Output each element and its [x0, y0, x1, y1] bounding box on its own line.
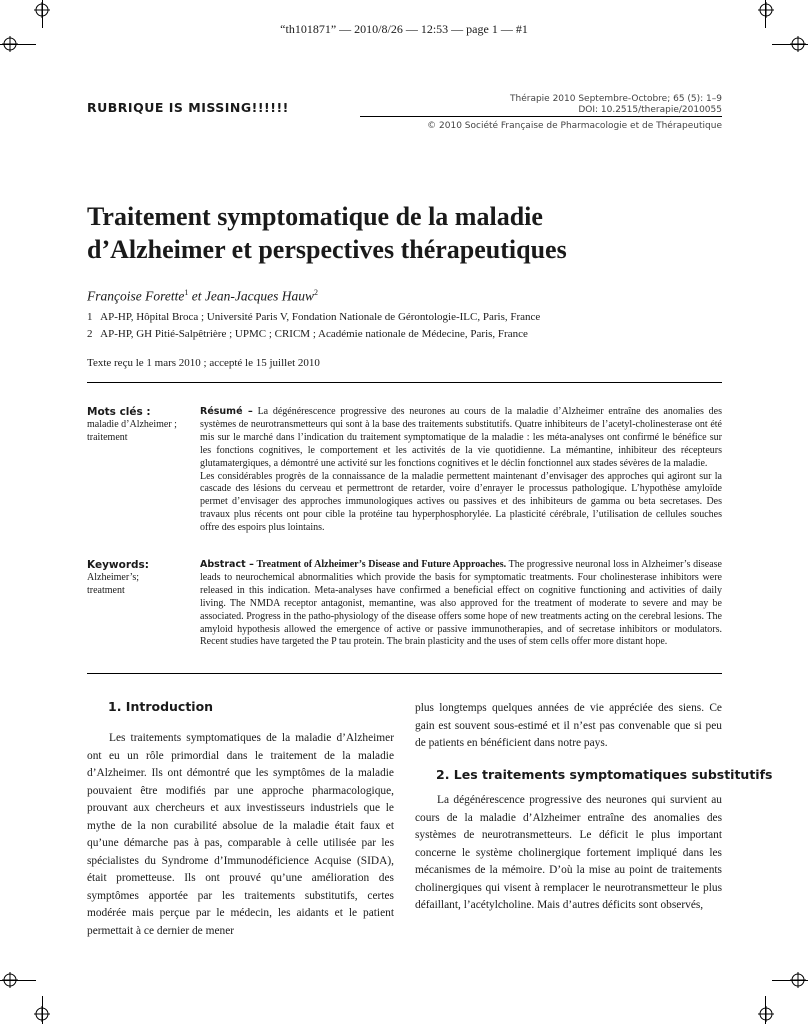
registration-mark-icon [2, 972, 18, 988]
copyright-line: © 2010 Société Française de Pharmacologie et de Thérapeutique [427, 121, 722, 131]
body-paragraph: La dégénérescence progressive des neurones qui survient au cours de la maladie d’Alzheimer entraîne des anomalies des systèmes de neurotransmetteurs. Le déficit le plus important concerne le système cholinergique fortement impliqué dans les mécanismes de la mémoire. D’où la mise au point de traitements cholinergiques qui visent à remplacer le neurotransmetteur le plus défaillant, l’acétylcholine. Mais d’autres déficits sont observés, [415, 794, 722, 911]
affiliation [87, 311, 540, 323]
keywords-fr [87, 406, 192, 444]
journal-citation: Thérapie 2010 Septembre-Octobre; 65 (5): 1–9 [510, 94, 722, 104]
registration-mark-icon [34, 2, 50, 18]
abstract-title: Treatment of Alzheimer’s Disease and Future Approaches. [256, 559, 507, 570]
abstract-paragraph [200, 559, 722, 649]
keyword: maladie d’Alzheimer ; [87, 419, 177, 430]
rubrique-label: RUBRIQUE IS MISSING!!!!!! [87, 100, 289, 115]
title-line-1: Traitement symptomatique de la maladie [87, 202, 543, 231]
keywords-heading: Mots clés : [87, 406, 151, 418]
resume-text: La dégénérescence progressive des neurones au cours de la maladie d’Alzheimer entraîne des anomalies des systèmes de neurotransmetteurs qui sont à la base des traitements substitutifs. Quatre inhibiteurs de l’acetyl-cholinesterase ont été mis sur le marché dans l’indication du traitement symptomatique de la maladie : les méta-analyses ont confirmé le bénéfice sur les fonctions cognitives, le comportement et les activités de la vie quotidienne. La mémantine, inhibiteur des récepteurs glutamatergiques, a démontré une activité sur les fonctions cognitives et le déclin fonctionnel aux stades sévères de la maladie. [200, 406, 723, 469]
affiliation [87, 328, 528, 340]
author-name: Françoise Forette [87, 288, 185, 304]
section-heading: 2. Les traitements symptomatiques substitutifs [436, 767, 773, 782]
registration-mark-icon [34, 1006, 50, 1022]
author-connector: et [191, 288, 202, 304]
resume-paragraph: Les considérables progrès de la connaissance de la maladie permettent maintenant d’envisager des approches qui agiront sur la cascade des lésions du cerveau et permettront de retarder, voire d’enrayer le processus pathologique. L’hypothèse amyloïde permet d’envisager des approches immunologiques actives ou passives et des inhibiteurs de gamma ou beta secretases. Des travaux plus récents ont pour cible la protéine tau hyperphosphorylée. La plasticité cérébrale, l’utilisation de cellules souches offre des espoirs plus lointains. [200, 470, 722, 534]
registration-mark-icon [790, 972, 806, 988]
author-affiliation-mark: 2 [313, 288, 318, 297]
registration-mark-icon [758, 1006, 774, 1022]
section-rule [87, 673, 722, 674]
body-paragraph: plus longtemps quelques années de vie appréciée des siens. Ce gain est souvent sous-estimé et il n’est pas convenable que si peu de patients en bénéficient dans notre pays. [415, 702, 722, 749]
registration-mark-icon [2, 36, 18, 52]
journal-info [510, 94, 722, 116]
body-column-right [415, 700, 722, 753]
resume-paragraph [200, 406, 722, 471]
keyword: traitement [87, 432, 128, 443]
journal-doi: DOI: 10.2515/therapie/2010055 [578, 105, 722, 115]
resume-block [200, 406, 722, 535]
resume-lead: Résumé – [200, 406, 253, 417]
affiliation-text: AP-HP, GH Pitié-Salpêtrière ; UPMC ; CRICM ; Académie nationale de Médecine, Paris, France [100, 328, 528, 340]
registration-mark-icon [758, 2, 774, 18]
author-affiliation-mark: 1 [184, 288, 189, 297]
abstract-block [200, 559, 722, 649]
body-column-left [87, 730, 394, 940]
body-paragraph: Les traitements symptomatiques de la maladie d’Alzheimer ont eu un rôle primordial dans le traitement de la maladie d’Alzheimer. Ils ont démontré que les symptômes de la maladie pouvaient être modifiés par une approche pharmacologique, prouvant aux chercheurs et aux investisseurs industriels que le mythe de la non curabilité absolue de la maladie était faux et qu’une démarche pas à pas, comparable à celle utilisée par les spécialistes du Syndrome d’Immunodéficience Acquise (SIDA), était prometteuse. Ils ont prouvé qu’une amélioration des symptômes apportée par les traitements substitutifs, certes modérée mais perçue par le médecin, les aidants et le patient permettait à ce dernier de mener [87, 732, 394, 937]
running-header: “th101871” — 2010/8/26 — 12:53 — page 1 — #1 [280, 22, 528, 36]
keyword: Alzheimer’s; [87, 572, 140, 583]
abstract-text: The progressive neuronal loss in Alzheimer’s disease leads to neurochemical abnormalities which provide the basis for symptomatic treatments. Four cholinesterase inhibitors were released in this indication. Meta-analyses have confirmed a beneficial effect on cognitive functioning and activities of daily living. The NMDA receptor antagonist, memantine, was also approved for the treatment of moderate to severe and may be associated. Progress in the patho-physiology of the disease offers some hope of new treatments acting on the cerebral lesions. The amyloid hypothesis allowed the emergence of active or passive immunotherapies, and of secretase inhibitors or modulators. Recent studies have targeted the P tau protein. The brain plasticity and the uses of stem cells offer more distant hope. [200, 559, 722, 648]
abstract-lead: Abstract – [200, 559, 254, 570]
received-date: Texte reçu le 1 mars 2010 ; accepté le 15 juillet 2010 [87, 357, 320, 369]
affiliation-number: 2 [87, 328, 93, 340]
affiliation-number: 1 [87, 311, 93, 323]
header-rule [360, 116, 722, 117]
article-title [87, 200, 727, 266]
keywords-en [87, 559, 192, 597]
affiliation-text: AP-HP, Hôpital Broca ; Université Paris V, Fondation Nationale de Gérontologie-ILC, Paris, France [100, 311, 541, 323]
section-heading: 1. Introduction [108, 699, 214, 714]
registration-mark-icon [790, 36, 806, 52]
section-rule [87, 382, 722, 383]
keywords-heading: Keywords: [87, 559, 149, 571]
author-name: Jean-Jacques Hauw [204, 288, 314, 304]
keyword: treatment [87, 585, 125, 596]
author-list [87, 288, 318, 305]
title-line-2: d’Alzheimer et perspectives thérapeutiques [87, 235, 567, 264]
body-column-right-section2 [415, 792, 722, 915]
